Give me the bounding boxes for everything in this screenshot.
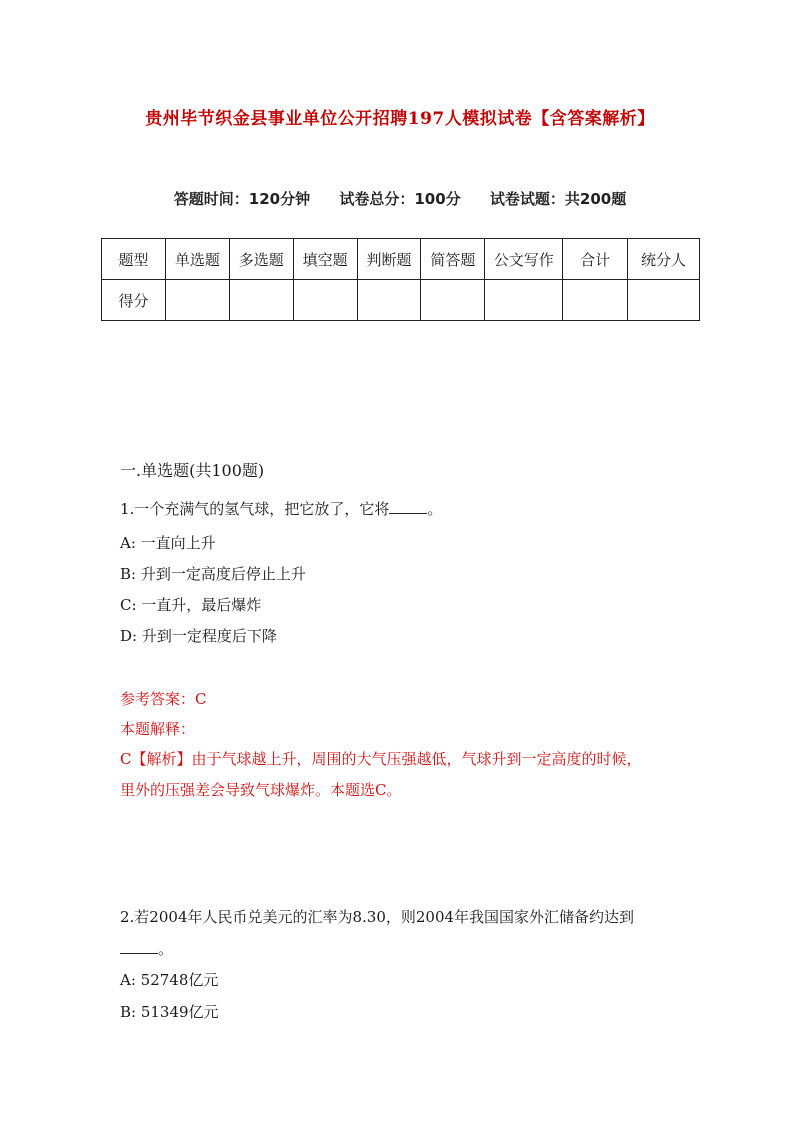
answer-blank (389, 499, 427, 514)
exam-time: 答题时间：120分钟 (173, 190, 311, 208)
exam-total-score: 试卷总分：100分 (339, 190, 461, 208)
row-label-cell: 得分 (102, 280, 166, 321)
question-2-stem: 2.若2004年人民币兑美元的汇率为8.30，则2004年我国国家外汇储备约达到 (120, 908, 635, 926)
score-cell (229, 280, 293, 321)
score-cell (485, 280, 563, 321)
score-cell (563, 280, 628, 321)
score-cell (628, 280, 700, 321)
question-1-option-b: B: 升到一定高度后停止上升 (120, 565, 306, 583)
question-2-option-b: B: 51349亿元 (120, 1003, 219, 1021)
question-1-explain-label: 本题解释： (120, 720, 196, 738)
score-table-score-row (102, 280, 700, 321)
document-title: 贵州毕节织金县事业单位公开招聘197人模拟试卷【含答案解析】 (145, 109, 655, 129)
exam-meta (0, 188, 800, 209)
question-1-explain-line-2: 里外的压强差会导致气球爆炸。本题选C。 (120, 781, 402, 799)
score-cell (165, 280, 229, 321)
question-1-option-c: C: 一直升，最后爆炸 (120, 596, 262, 614)
header-cell: 多选题 (229, 239, 293, 280)
score-table-header-row (102, 239, 700, 280)
score-cell (357, 280, 421, 321)
header-cell: 简答题 (421, 239, 485, 280)
question-1-explain-line-1: C【解析】由于气球越上升，周围的大气压强越低，气球升到一定高度的时候， (120, 750, 642, 768)
section-title: 一.单选题(共100题) (120, 461, 265, 480)
header-cell: 单选题 (165, 239, 229, 280)
header-cell: 公文写作 (485, 239, 563, 280)
question-1-stem: 1.一个充满气的氢气球，把它放了，它将 。 (120, 500, 443, 518)
header-cell: 合计 (563, 239, 628, 280)
header-cell: 题型 (102, 239, 166, 280)
question-1-option-d: D: 升到一定程度后下降 (120, 627, 277, 645)
header-cell: 填空题 (293, 239, 357, 280)
score-cell (421, 280, 485, 321)
question-2-stem-cont: 。 (120, 938, 173, 959)
score-table (101, 238, 700, 321)
question-1-option-a: A: 一直向上升 (120, 534, 216, 552)
header-cell: 判断题 (357, 239, 421, 280)
question-1-answer: 参考答案：C (120, 690, 207, 708)
question-2-option-a: A: 52748亿元 (120, 971, 219, 989)
exam-question-count: 试卷试题：共200题 (489, 190, 627, 208)
score-cell (293, 280, 357, 321)
header-cell: 统分人 (628, 239, 700, 280)
answer-blank (120, 939, 158, 954)
